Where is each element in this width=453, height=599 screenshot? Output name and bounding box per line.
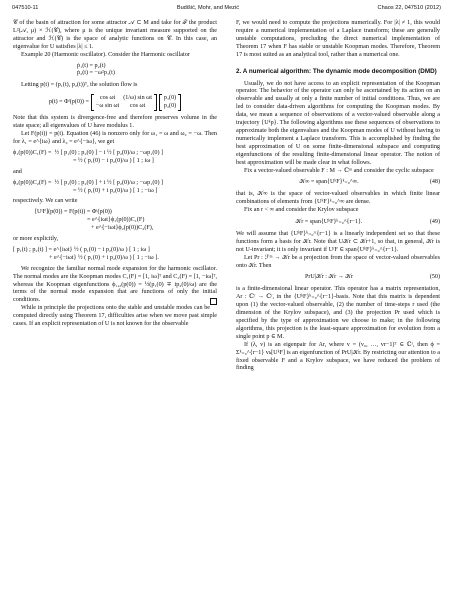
running-header — [12, 5, 441, 15]
equation-line: = e^{iωt}ϕ₁(p(0))C₁(F) — [87, 217, 145, 224]
vector-cell: p₁(0) — [163, 95, 177, 102]
equation-phi2 — [13, 180, 217, 196]
flow-vector — [159, 94, 181, 111]
phi2-rhs-line1: ½ [ p₁(0) ; p₂(0) ] + i ½ [ p₂(0)/ω ; −ωp₁(0) ] — [54, 179, 164, 186]
equation-line: ṗ₁(t) = p₂(t) — [77, 62, 106, 69]
header-authors: Budišić, Mohr, and Mezić — [176, 5, 240, 11]
equation-line: [ p₁(t) ; p₂(t) ] = e^{iωt} ½ ( p₁(0) − i p₂(0)/ω ) [ 1 ; iω ] — [13, 246, 150, 253]
left-column — [13, 20, 217, 329]
example-heading: Example 20 (Harmonic oscillator). Consider the Harmonic oscillator — [21, 51, 190, 58]
paragraph: F, we would need to compute the projections numerically. For |λ| ≠ 1, this would require a numerical implementation of a Laplace transform; these are generally unstable computations, precluding the direct numerical implementation of Theorem 17 when F has stable or unstable Koopman modes. Therefore, Theorem 17 is most suited as an analytical tool, rather than a numerical one. — [236, 20, 440, 58]
paragraph: Let Pr : ℱᵐ → 𝒦r be a projection from the space of vector-valued observables onto 𝒦r. Then — [236, 254, 440, 269]
paragraph: We will assume that {UᵏF}ᵏ₌₀^{r−1} is a linearly independent set so that these functions form a basis for 𝒦r. Note that U𝒦r ⊂ 𝒦r+1, so that, in general, 𝒦r is not U-invariant; it is only invariant if UʳF ∈ span{UᵏF}ᵏ₌₀^{r−1}. — [236, 230, 440, 253]
vector-cell: p₂(0) — [163, 102, 177, 109]
equation-ode — [13, 63, 217, 79]
paragraph: respectively. We can write — [13, 198, 78, 205]
flow-matrix — [91, 94, 157, 111]
paragraph: 𝒞 of the basin of attraction for some attractor 𝒜 ⊂ M and take for ℱ the product L²(𝒜, μ) × ℋ(𝒞), where μ is the unique invariant measure supported on the attractor and ℋ(𝒞) is the space of analytic functions on 𝒞. In this case, an eigenvalue for U satisfies |λ| ≤ 1. — [13, 20, 217, 50]
paragraph: Fix an r < ∞ and consider the Krylov subspace — [244, 207, 359, 214]
equation-line: ṗ₂(t) = −ω²p₁(t) — [77, 70, 115, 77]
equation-number: (48) — [429, 179, 440, 186]
equation-phi1 — [13, 150, 217, 166]
equation-line: [UᵗF](p(0)) = F(p(t)) = Φᵗ(p(0)) — [35, 209, 112, 216]
equation-49 — [236, 219, 440, 227]
header-journal: Chaos 22, 047510 (2012) — [377, 5, 441, 11]
paragraph-text: We recognize the familiar normal mode expansion for the harmonic oscillator. The normal modes are the Koopman modes C₁(F) = [1, iω]ᵀ and C₂(F) = [1, −iω]ᵀ, whereas the Koopman eigenfunctions ϕ₁,₂(p(0)) = ½(p₁(0) ∓ ip₂(0)/ω) are the terms of the normal mode expansion that are functions of only the initial conditions. — [13, 265, 217, 304]
paragraph: If (λ, v) is an eigenpair for Ar, where v = (v₀, …, vr−1)ᵀ ∈ ℂʳ, then ϕ = Σᵏ₌₀^{r−1} vₖ[UᵏF] is an eigenfunction of PrU|𝒦r. By restricting our attention to a fixed observable F and a Krylov subspace, we have reduced the problem of finding — [236, 341, 440, 372]
qed-square-icon — [210, 298, 217, 305]
equation-line: + e^{−iωt} ½ ( p₁(0) + i p₂(0)/ω ) [ 1 ; −iω ]. — [49, 254, 159, 261]
equation-number: (49) — [429, 219, 440, 226]
equation-koopman-expansion — [13, 209, 217, 233]
matrix-cell: (1/ω) sin ωt — [123, 95, 152, 102]
equation-body: 𝒦∞ = span{UᵏF}ᵏ₌₀^∞. — [299, 179, 359, 186]
paragraph: Note that this system is divergence-free and therefore preserves volume in the state space; all eigenvalues of U have modulus 1. — [13, 115, 217, 130]
paragraph: that is, 𝒦∞ is the space of vector-valued observables in which finite linear combinations of elements from {UᵏF}ᵏ₌₀^∞ are dense. — [236, 191, 440, 206]
matrix-cell: −ω sin ωt — [95, 102, 120, 109]
paragraph: While in principle the projections onto the stable and unstable modes can be computed directly using Theorem 17, difficulties arise when we move past simple cases. If an explicit representation of U is not known for the observable — [13, 305, 217, 328]
phi1-rhs-line1: ½ [ p₁(0) ; p₂(0) ] − i ½ [ p₂(0)/ω ; −ωp₁(0) ] — [54, 149, 164, 156]
equation-50 — [236, 274, 440, 282]
matrix-cell: cos ωt — [99, 95, 116, 102]
paragraph: Letting p(t) = (p₁(t), p₂(t))ᵀ, the solution flow is — [21, 82, 138, 89]
section-heading: 2. A numerical algorithm: The dynamic mode decomposition (DMD) — [236, 67, 437, 75]
right-column — [236, 20, 440, 373]
equation-explicit — [13, 247, 217, 263]
phi1-lhs: ϕ₁(p(0))C₁(F) = — [13, 149, 52, 156]
flow-lhs: p(t) = Φᵗ(p(0)) = — [48, 98, 89, 105]
paragraph: and — [13, 168, 22, 175]
paragraph — [13, 266, 217, 306]
header-page-number: 047510-11 — [12, 5, 39, 11]
matrix-cell: cos ωt — [129, 102, 146, 109]
equation-body: 𝒦r = span{UᵏF}ᵏ₌₀^{r−1}. — [295, 219, 363, 226]
phi1-rhs-line2: = ½ ( p₁(0) − i p₂(0)/ω ) [ 1 ; iω ] — [73, 157, 154, 164]
paragraph: or more explicitly, — [13, 236, 59, 243]
paragraph: is a finite-dimensional linear operator. This operator has a matrix representation, Ar : ℂʳ → ℂʳ, in the {UᵏF}ᵏ₌₀^{r−1}-basis. Note that this matrix is dependent upon (1) the vector-valued observable, (2) the number of time-steps r used (the dimension of the Krylov subspace), and (3) the projection Pr used which is specified by the type of approximation we choose to make; in the following algorithms, this projection is the least-square approximation for evolution from a single point p ∈ M. — [236, 286, 440, 340]
equation-line: + e^{−iωt}ϕ₂(p(0))C₂(F), — [91, 225, 154, 232]
equation-body: PrU|𝒦r : 𝒦r → 𝒦r — [305, 274, 353, 281]
phi2-rhs-line2: = ½ ( p₁(0) + i p₂(0)/ω ) [ 1 ; −iω ] — [73, 187, 158, 194]
equation-number: (50) — [429, 274, 440, 281]
paragraph: Usually, we do not have access to an explicit representation of the Koopman operator. The behavior of the operator can only be ascertained by its action on an observable and usually at only a finite number of initial conditions. Thus, we are led to consider data-driven algorithms for computing the Koopman modes. By data, we mean a sequence of observations of a vector-valued observable along a trajectory {Uᵏp}. The following algorithms use these sequences of observations to approximate both the eigenvalues and the Koopman modes of U without having to numerically implement a Laplace transform. This is accomplished by finding the best approximation of U on some finite-dimensional subspace and computing eigenfunctions of the resulting finite-dimensional linear operator. The notion of best approximation will be made clear in what follows. — [236, 80, 440, 166]
paragraph: Let F(p(t)) = p(t). Equation (46) is nonzero only for ω₁ = ω and ω₂ = −ω. Then for λ₁ = e^{iω} and λ₂ = e^{−iω}, we get — [13, 131, 217, 145]
paragraph: Fix a vector-valued observable F : M → ℂᵐ and consider the cyclic subspace — [244, 167, 434, 174]
phi2-lhs: ϕ₂(p(0))C₂(F) = — [13, 179, 52, 186]
equation-48 — [236, 179, 440, 187]
equation-flow — [13, 94, 217, 111]
